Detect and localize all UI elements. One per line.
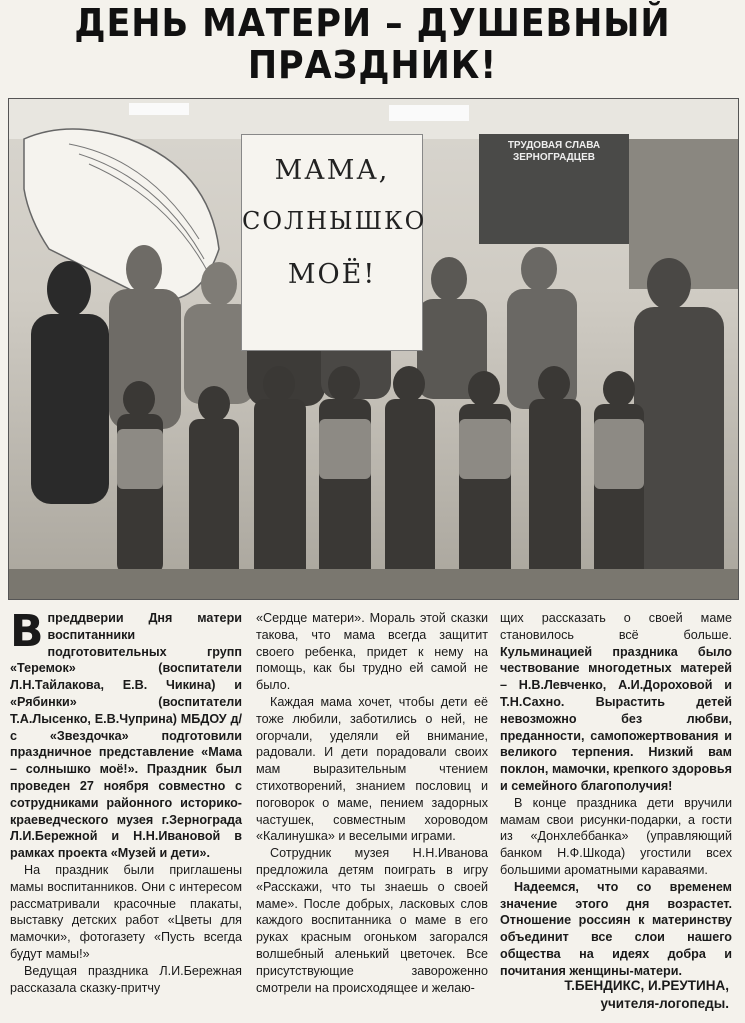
headline-line-2: ПРАЗДНИК! — [247, 43, 498, 87]
article-paragraph — [500, 610, 732, 795]
byline-role: учителя-логопеды. — [600, 996, 729, 1011]
article-paragraph: «Сердце матери». Мораль этой сказки такова, что мама всегда защитит своего ребенка, придет к нему на помощь, как бы трудно ей самой не было. — [256, 611, 488, 693]
drop-cap: В — [10, 606, 44, 657]
paragraph-bold: Кульминацией праздника было чествование многодетных матерей – Н.В.Левченко, А.И.Дороховой и Т.Н.Сахно. Вырастить детей невозможно без любви, преданности, самопожертвования и великого терпения. Низкий вам поклон, мамочки, крепкого здоровья и семейного благополучия! — [500, 644, 732, 793]
article-paragraph: Ведущая праздника Л.И.Бережная рассказала сказку-притчу — [10, 963, 242, 995]
article-paragraph: На праздник были приглашены мамы воспитанников. Они с интересом рассматривали красочные плакаты, выставку детских работ «Цветы для мамочки», фотогазету «Пусть всегда будут мамы!» — [10, 862, 242, 961]
group-photo — [8, 98, 739, 600]
exhibit-board — [479, 134, 629, 244]
article-column-1 — [10, 606, 242, 996]
board-title: ТРУДОВАЯ СЛАВА ЗЕРНОГРАДЦЕВ — [507, 140, 601, 163]
article-lead-paragraph — [10, 606, 242, 862]
headline — [30, 2, 715, 86]
byline — [469, 977, 729, 1013]
byline-authors: Т.БЕНДИКС, И.РЕУТИНА, — [564, 978, 729, 993]
poster-line-3: МОЁ! — [287, 259, 377, 290]
poster-line-1: МАМА, — [274, 155, 390, 186]
article-column-3 — [500, 610, 732, 980]
paragraph-start: щих рассказать о своей маме становилось всё больше. — [500, 611, 732, 642]
article-paragraph: Надеемся, что со временем значение этого дня возрастет. Отношение россиян к материнству объединит все слои нашего общества на идеях добра и почитания женщины-матери. — [500, 879, 732, 978]
lead-text: преддверии Дня матери воспитанники подготовительных групп «Теремок» (воспитатели Л.Н.Тайлакова, Е.В. Чикина) и «Рябинки» (воспитатели Т.А.Лысенко, Е.В.Чуприна) МБДОУ д/с «Звездочка» подготовили праздничное представление «Мама – солнышко моё!». Праздник был проведен 27 ноября совместно с сотрудниками районного историко-краеведческого музея г.Зернограда Л.И.Бережной и Н.Н.Ивановой в рамках проекта «Музей и дети». — [10, 611, 242, 861]
article-paragraph: Каждая мама хочет, чтобы дети её тоже любили, заботились о ней, не огорчали, уделяли ей внимание, радовали. И дети порадовали своих мам выразительным чтением стихотворений, знанием пословиц и поговорок о маме, пением задорных частушек, совместным хороводом «Калинушка» и веселыми играми. — [256, 694, 488, 844]
poster-line-2: СОЛНЫШКО — [242, 207, 427, 235]
article-paragraph: В конце праздника дети вручили мамам свои рисунки-подарки, а гости из «Донхлеббанка» (управляющий банком Н.Ф.Шкода) угостили всех большими ароматными караваями. — [500, 795, 732, 877]
article-column-2 — [256, 610, 488, 996]
headline-line-1: ДЕНЬ МАТЕРИ – ДУШЕВНЫЙ — [74, 1, 671, 45]
poster-mama-solnyshko — [241, 134, 427, 351]
article-paragraph: Сотрудник музея Н.Н.Иванова предложила детям поиграть в игру «Расскажи, что ты знаешь о своей маме». После добрых, ласковых слов каждого воспитанника о маме в его руках красным огоньком загорался волшебный аленький цветочек. Все присутствующие завороженно смотрели на происходящее и желаю- — [256, 846, 488, 995]
